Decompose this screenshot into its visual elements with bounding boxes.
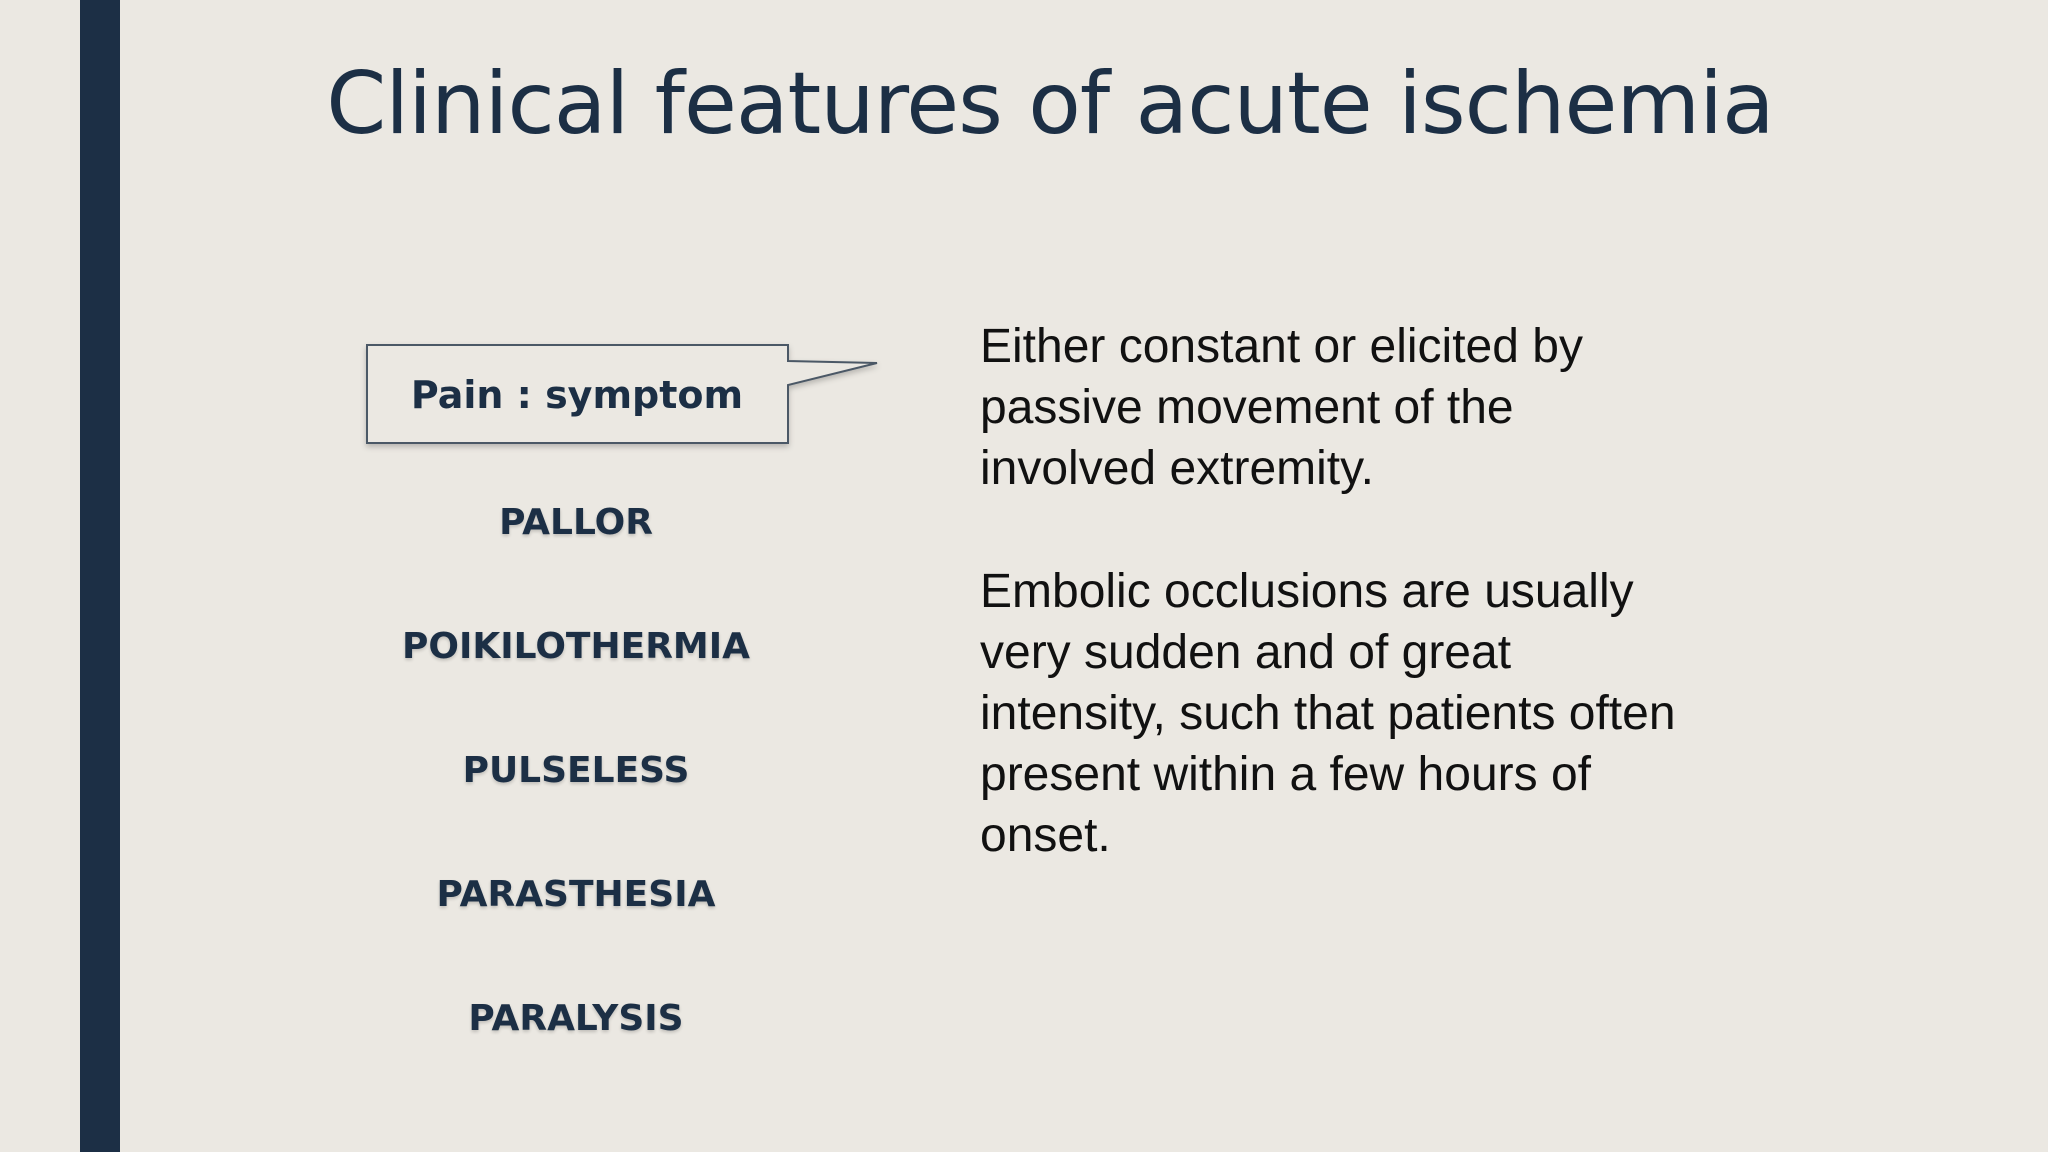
slide-title: Clinical features of acute ischemia [326, 54, 1774, 154]
pain-description: Either constant or elicited by passive movement of the involved extremity. [980, 320, 1583, 495]
feature-pallor: PALLOR [499, 502, 653, 543]
feature-paralysis: PARALYSIS [468, 998, 684, 1039]
left-accent-bar [80, 0, 120, 1152]
feature-pulseless: PULSELESS [462, 750, 690, 791]
pain-callout-box [366, 344, 880, 445]
feature-poikilothermia: POIKILOTHERMIA [401, 626, 750, 667]
description-text [980, 316, 1700, 866]
clinical-feature-list [365, 470, 787, 1090]
embolic-description: Embolic occlusions are usually very sudden and of great intensity, such that patients often present within a few hours of onset. [980, 565, 1676, 862]
callout-label: Pain : symptom [410, 372, 744, 417]
feature-parasthesia: PARASTHESIA [436, 874, 716, 915]
